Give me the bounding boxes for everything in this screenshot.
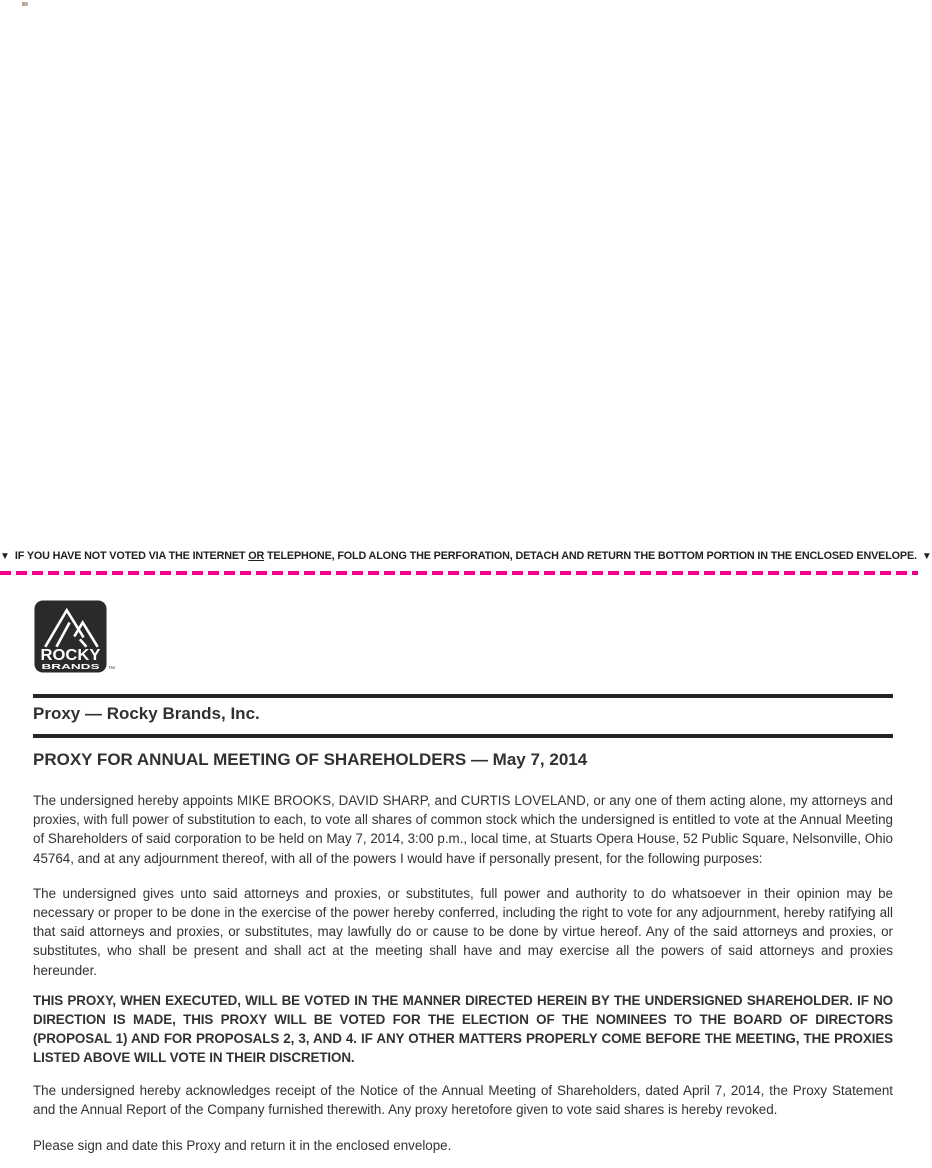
proxy-text-block	[33, 694, 893, 1155]
trademark-symbol: ™	[108, 666, 115, 673]
rocky-brands-logo	[34, 599, 124, 679]
down-arrow-icon: ▼	[921, 551, 932, 562]
down-arrow-icon: ▼	[0, 551, 10, 562]
fold-instruction-text-after: TELEPHONE, FOLD ALONG THE PERFORATION, DETACH AND RETURN THE BOTTOM PORTION IN THE ENCLOSED ENVELOPE.	[266, 550, 917, 562]
horizontal-rule-top	[33, 694, 893, 698]
acknowledgement-paragraph: The undersigned hereby acknowledges receipt of the Notice of the Annual Meeting of Shareholders, dated April 7, 2014, the Proxy Statement and the Annual Report of the Company furnished therewith. Any proxy heretofore given to vote said shares is hereby revoked.	[33, 1082, 893, 1117]
scan-speck-artifact	[22, 2, 28, 6]
logo-word-rocky: ROCKY	[40, 646, 101, 664]
perforation-dashed-line	[0, 571, 918, 575]
fold-instruction-or: OR	[248, 550, 265, 562]
proxy-title: Proxy — Rocky Brands, Inc.	[33, 704, 260, 723]
appointment-paragraph: The undersigned hereby appoints MIKE BROOKS, DAVID SHARP, and CURTIS LOVELAND, or any one of them acting alone, my attorneys and proxies, with full power of substitution to each, to vote all shares of common stock which the undersigned is entitled to vote at the Annual Meeting of Shareholders of said corporation to be held on May 7, 2014, 3:00 p.m., local time, at Stuarts Opera House, 52 Public Square, Nelsonville, Ohio 45764, and at any adjournment thereof, with all of the powers I would have if personally present, for the following purposes:	[33, 793, 893, 866]
logo-word-brands: BRANDS	[41, 661, 100, 671]
rocky-brands-logo-graphic	[34, 599, 107, 674]
fold-instruction-text-before: IF YOU HAVE NOT VOTED VIA THE INTERNET	[14, 550, 246, 562]
fold-instruction-line	[0, 550, 932, 562]
horizontal-rule-middle	[33, 734, 893, 738]
voting-direction-paragraph: THIS PROXY, WHEN EXECUTED, WILL BE VOTED IN THE MANNER DIRECTED HEREIN BY THE UNDERSIGNED SHAREHOLDER. IF NO DIRECTION IS MADE, THIS PROXY WILL BE VOTED FOR THE ELECTION OF THE NOMINEES TO THE BOARD OF DIRECTORS (PROPOSAL 1) AND FOR PROPOSALS 2, 3, AND 4. IF ANY OTHER MATTERS PROPERLY COME BEFORE THE MEETING, THE PROXIES LISTED ABOVE WILL VOTE IN THEIR DISCRETION.	[33, 992, 893, 1066]
meeting-title: PROXY FOR ANNUAL MEETING OF SHAREHOLDERS — May 7, 2014	[33, 750, 588, 769]
powers-paragraph: The undersigned gives unto said attorneys and proxies, or substitutes, full power and authority to do whatsoever in their opinion may be necessary or proper to be done in the exercise of the power hereby conferred, including the right to vote for any adjournment, hereby ratifying all that said attorneys and proxies, or substitutes, may lawfully do or cause to be done by virtue hereof. Any of the said attorneys and proxies, or substitutes, who shall be present and shall act at the meeting shall have and may exercise all the powers of said attorneys and proxies hereunder.	[33, 885, 893, 978]
sign-and-return-note: Please sign and date this Proxy and return it in the enclosed envelope.	[33, 1138, 452, 1154]
